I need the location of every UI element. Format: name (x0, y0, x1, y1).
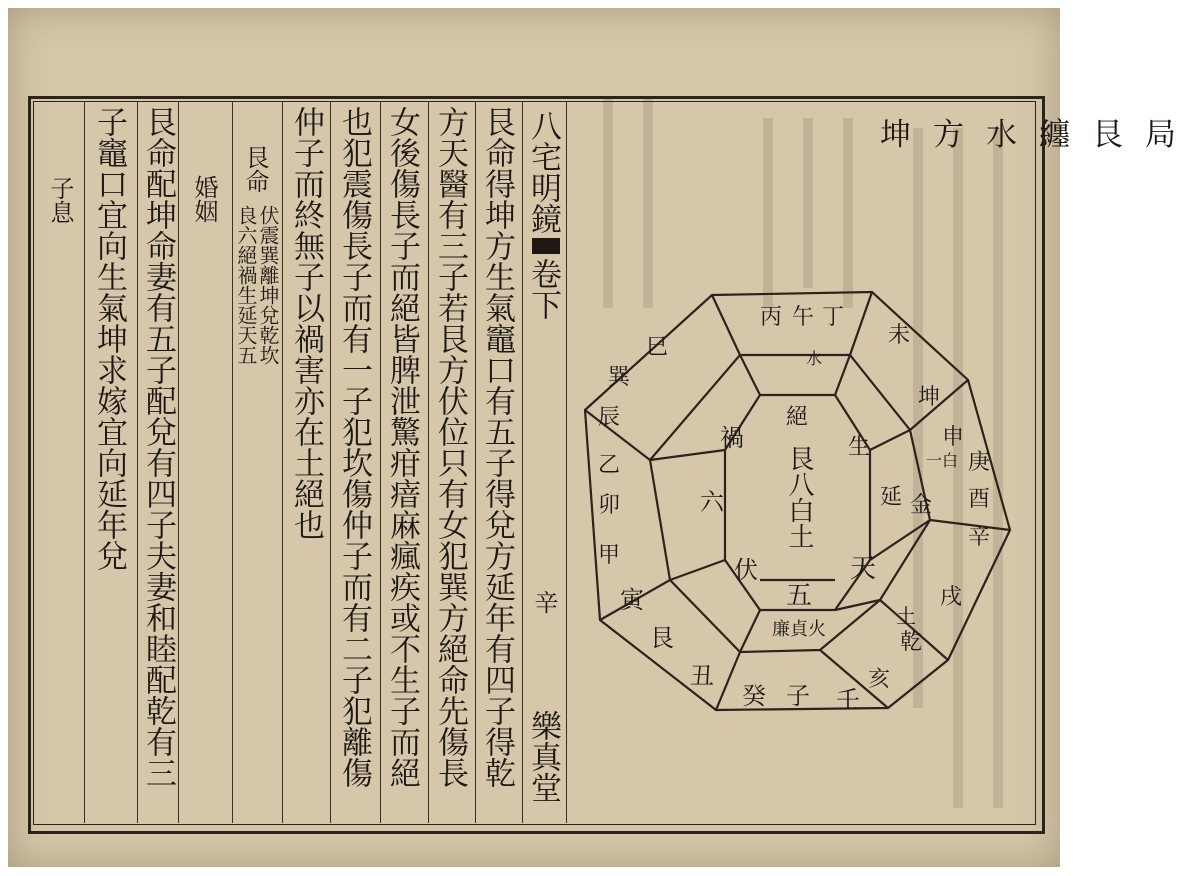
compass-note-shui: 水 (806, 349, 823, 368)
volume-label: 卷下 (525, 258, 561, 320)
compass-label-yin: 寅 (620, 586, 644, 614)
compass-center-text: 艮八白土 (784, 445, 814, 549)
compass-label-hai: 亥 (868, 667, 891, 692)
fishtail-mark (532, 238, 560, 254)
column-rule (282, 101, 283, 823)
compass-note-jin: 金 (910, 493, 933, 518)
compass-label-gui: 癸 (742, 682, 766, 710)
compass-label-you: 酉 (968, 487, 991, 512)
compass-label-wei: 未 (888, 323, 911, 348)
marriage-column-1: 艮命配坤命妻有五子配兌有四子夫妻和睦配乾有三 (140, 106, 176, 788)
column-rule (137, 101, 138, 823)
compass-label-xu: 戌 (940, 585, 963, 610)
compass-star-jue: 絕 (786, 405, 809, 430)
compass-label-ren: 壬 (836, 686, 860, 714)
compass-label-chou: 丑 (690, 662, 714, 690)
book-title: 八宅明鏡 (525, 110, 561, 234)
text-column-1: 艮命得坤方生氣竈口有五子得兌方延年有四子得乾 (479, 106, 515, 788)
compass-note-tu: 土 (896, 604, 916, 628)
column-rule (178, 101, 179, 823)
compass-label-xin: 辛 (968, 525, 991, 550)
compass-star-fu: 伏 (734, 556, 758, 584)
compass-label-jia: 甲 (598, 543, 621, 568)
column-rule (522, 101, 523, 823)
column-rule (330, 101, 331, 823)
compass-label-bing: 丙 (760, 305, 783, 330)
compass-star-liu: 六 (700, 488, 724, 516)
column-rule (428, 101, 429, 823)
text-column-2: 方天醫有三子若艮方伏位只有女犯巽方絕命先傷長 (432, 106, 468, 788)
compass-label-gen: 艮 (650, 624, 674, 652)
column-rule (232, 101, 233, 823)
column-rule (380, 101, 381, 823)
compass-star-yan: 延 (880, 485, 903, 510)
compass-star-huo: 禍 (720, 424, 744, 452)
compass-label-zi: 子 (786, 682, 810, 710)
table-row-palaces: 伏震巽離坤兌乾坎 (256, 205, 280, 365)
compass-note-yibai: 一白 (926, 451, 959, 470)
compass-label-chen: 辰 (598, 405, 621, 430)
column-rule (475, 101, 476, 823)
publisher-label: 樂真堂 (525, 710, 561, 803)
text-column-5: 仲子而終無子以禍害亦在土絕也 (288, 106, 324, 540)
compass-star-tian: 天 (850, 554, 877, 584)
compass-label-ding: 丁 (822, 305, 845, 330)
section-children: 子息 (46, 176, 74, 224)
table-row-stars: 良六絕禍生延天五 (234, 205, 258, 365)
compass-star-sheng: 生 (848, 435, 871, 460)
compass-label-yi: 乙 (598, 453, 621, 478)
table-heading: 艮命 (241, 145, 269, 193)
column-rule (566, 101, 567, 823)
compass-label-si: 巳 (646, 335, 669, 360)
compass-center-five: 五 (786, 581, 813, 611)
compass-label-wu: 午 (792, 305, 815, 330)
diagram-title: 坤方水纏艮局 (880, 117, 1198, 153)
compass-label-mao: 卯 (598, 493, 621, 518)
compass-label-qian: 乾 (900, 630, 923, 655)
compass-label-kun: 坤 (918, 385, 941, 410)
page-marker: 辛 (530, 590, 558, 614)
compass-label-geng: 庚 (968, 450, 991, 475)
column-rule (84, 101, 85, 823)
compass-label-shen: 申 (942, 425, 965, 450)
section-marriage: 婚姻 (190, 175, 218, 223)
marriage-column-2: 子竈口宜向生氣坤求嫁宜向延年兌 (91, 106, 127, 571)
compass-label-xun: 巽 (608, 365, 631, 390)
text-column-4: 也犯震傷長子而有一子犯坎傷仲子而有二子犯離傷 (336, 106, 372, 788)
compass-center-star: 廉貞火 (772, 619, 826, 640)
text-column-3: 女後傷長子而絕皆脾泄驚疳瘖麻瘋疾或不生子而絕 (384, 106, 420, 788)
